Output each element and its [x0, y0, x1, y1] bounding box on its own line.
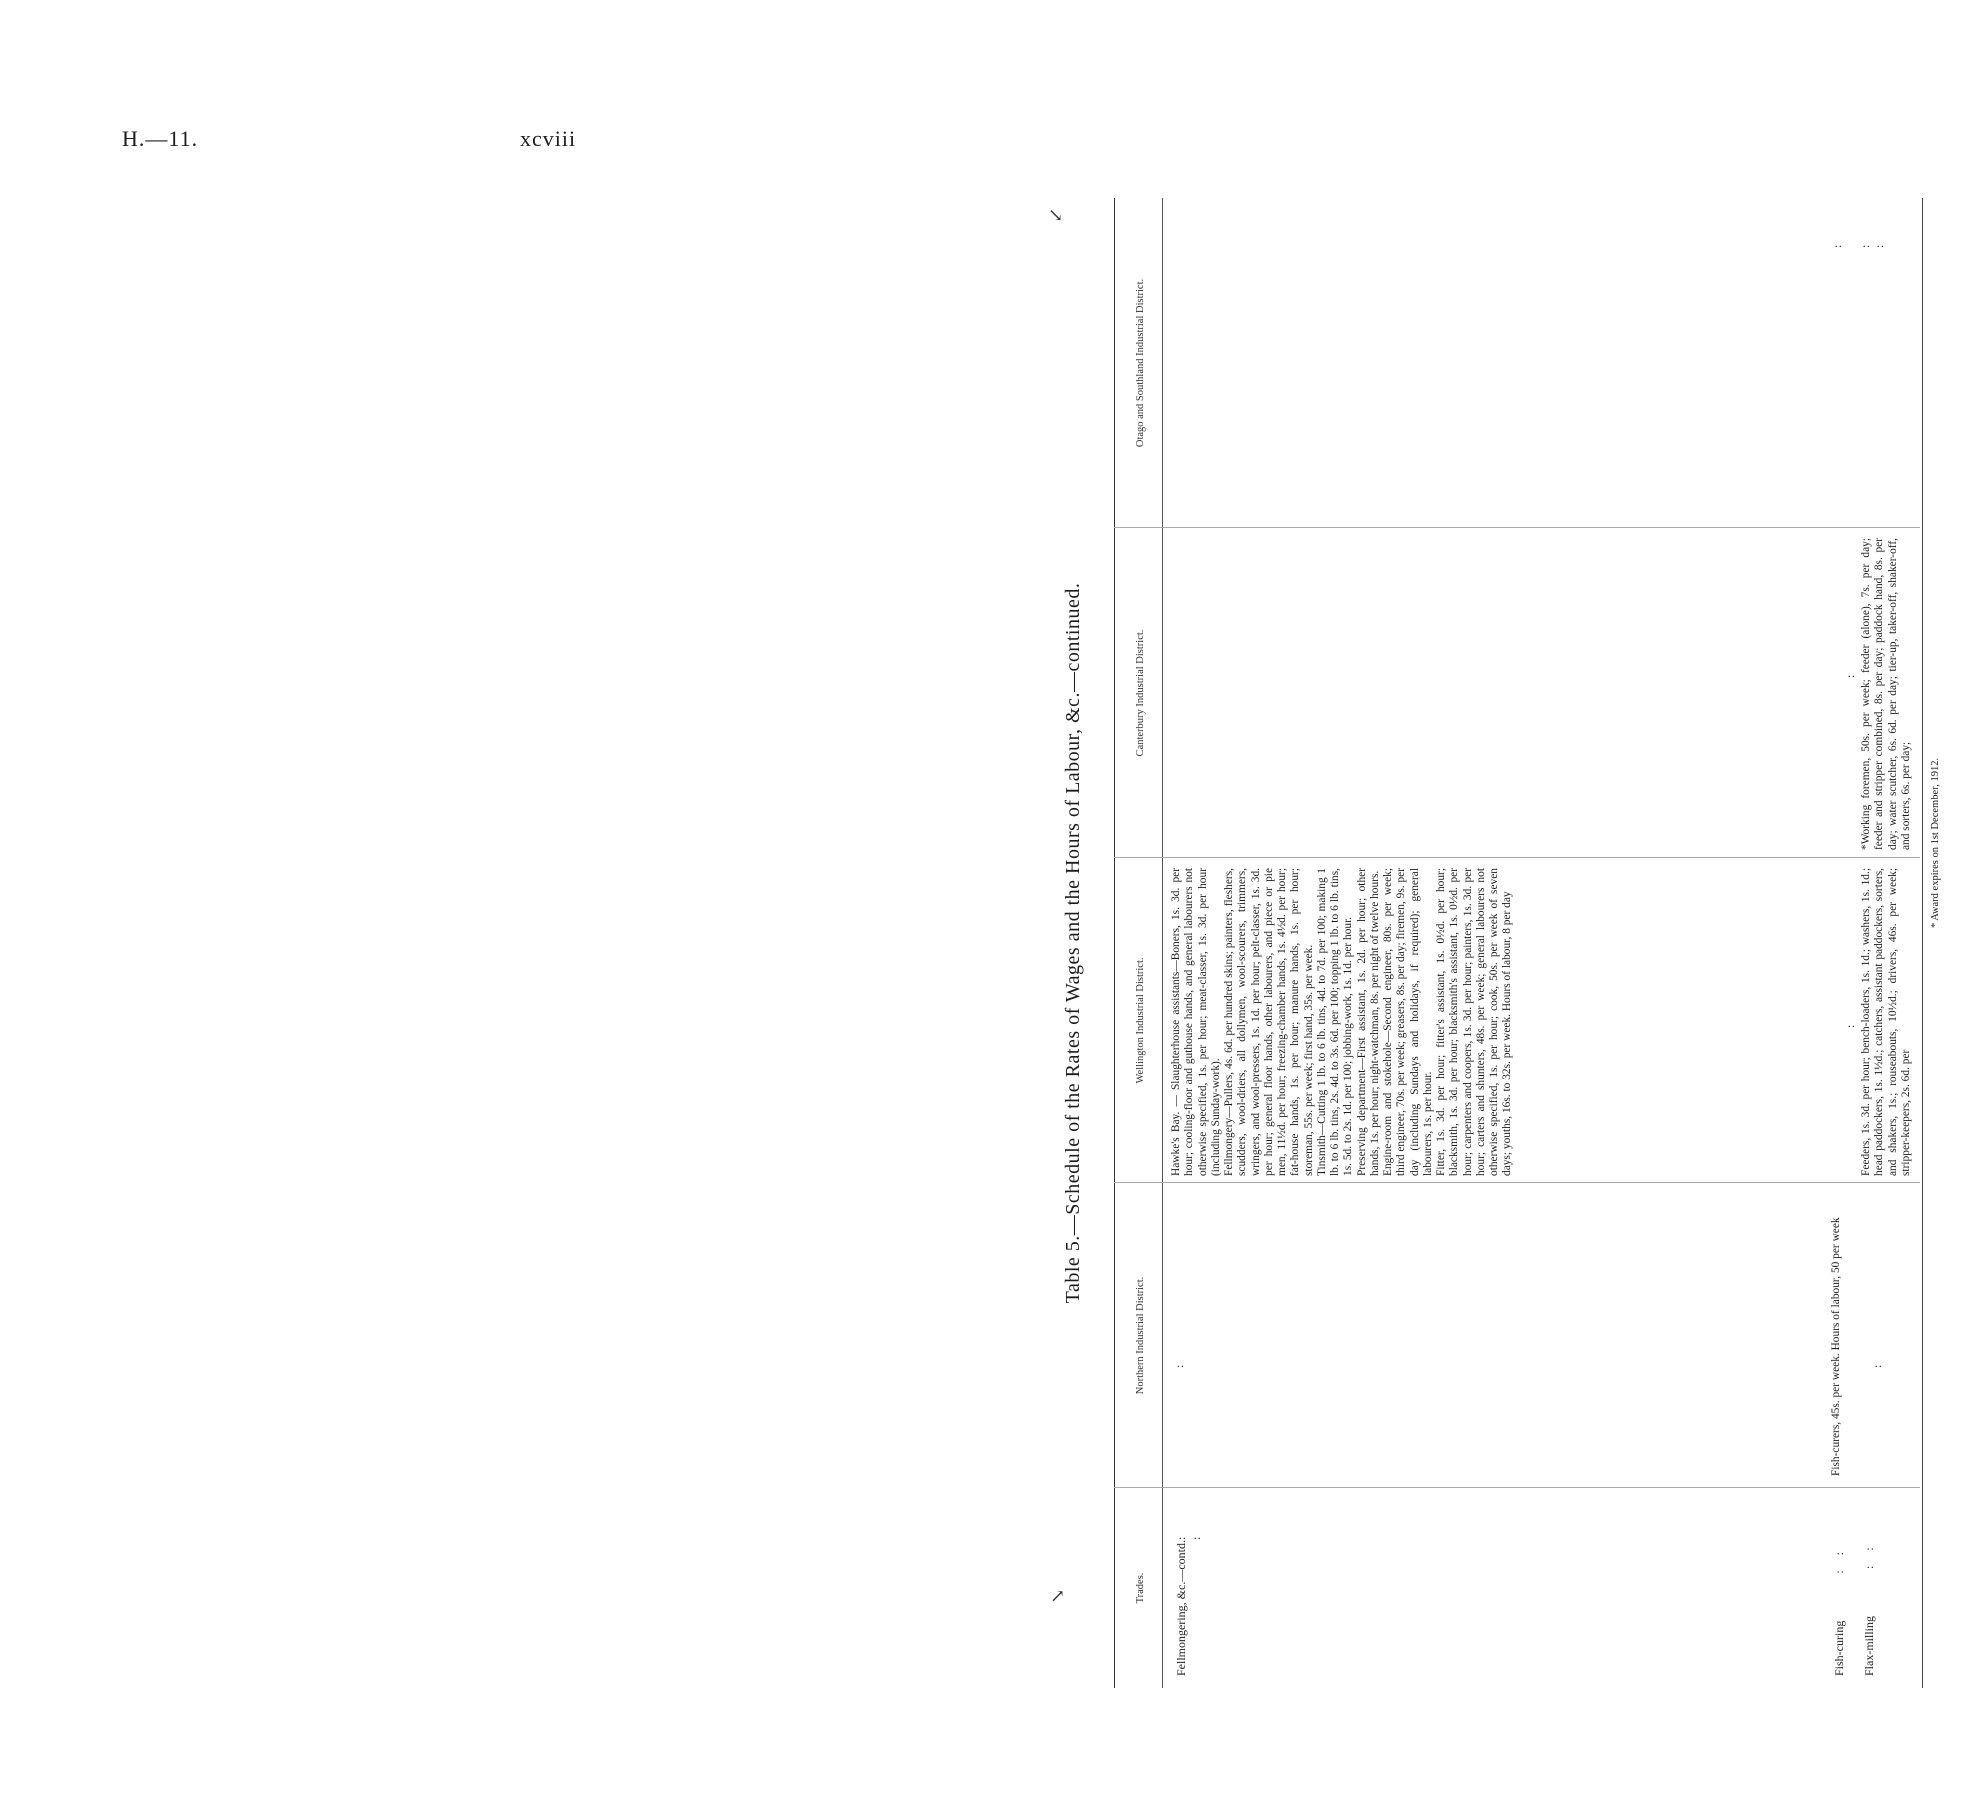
column-header-wellington: Wellington Industrial District.: [1134, 957, 1146, 1084]
cell-flax-milling-northern: :: [1870, 1358, 1884, 1368]
trade-fish-curing: Fish-curing : :: [1832, 1545, 1846, 1676]
wellington-fellmongery: Fellmongery—Pullers, 4s. 6d. per hundred skins; painters, fleshers, scudders, wool-driers, all dollymen, wool-scourers, trimmers, wringers, and wool-pressers, 1s. 1d. per hour; pelt-classer, 1s. 3d. per hour; general floor hands, other labourers, and piece or pie men, 11½d. per hour; freezing-chamber hands, 1s. 4½d. per hour; fat-house hands, 1s. per hour; manure hands, 1s. per hour; storeman, 55s. per week; first hand, 35s. per week.: [1223, 868, 1315, 1176]
column-header-northern: Northern Industrial District.: [1134, 1276, 1146, 1395]
cell-fish-curing-otago: :: [1858, 238, 1872, 248]
wellington-preserving: Preserving department—First assistant, 1s. 2d. per hour; other hands, 1s. per hour; night-watchman, 8s. per night of twelve hours.: [1355, 868, 1381, 1176]
cell-fish-curing-northern: Fish-curers, 45s. per week. Hours of labour, 50 per week: [1830, 1217, 1842, 1476]
column-divider: [1114, 857, 1920, 858]
page-number: xcviii: [520, 126, 577, 151]
stray-mark: ↗: [1050, 1586, 1066, 1606]
column-header-otago: Otago and Southland Industrial District.: [1134, 278, 1146, 448]
wellington-fitter: Fitter, 1s. 3d. per hour; fitter's assistant, 1s. 0½d. per hour; blacksmith, 1s. 3d. per hour; blacksmith's assistant, 1s. 0½d. per hour; carpenters and coopers, 1s. 3d. per hour; painters, 1s. 3d. per hour; carters and shunters, 48s. per week; general labourers not otherwise specified, 1s. per hour; cook, 50s. per week of seven days; youths, 16s. to 32s. per week. Hours of labour, 8 per day: [1435, 868, 1514, 1176]
page-id: H.—11.: [122, 126, 199, 151]
table-caption: Table 5.—Schedule of the Rates of Wages and the Hours of Labour, &c.—continued.: [1062, 582, 1084, 1304]
table-top-rule: [1114, 198, 1115, 1688]
cell-fellmongering-wellington: [1170, 868, 1515, 1176]
column-divider: [1114, 1487, 1920, 1488]
wellington-engine-room: Engine-room and stokehole—Second engineer, 80s. per week; third engineer, 70s. per week; greasers, 8s. per day; firemen, 9s. per day (including Sundays and holidays, if required); general labourers, 1s. per hour.: [1382, 868, 1434, 1176]
wellington-tinsmith: Tinsmith—Cutting 1 lb. to 6 lb. tins, 4d. to 7d. per 100; making 1 lb. to 6 lb. tins, 2s. 4d. to 3s. 6d. per 100; topping 1 lb. to 6 lb. tins, 1s. 5d. to 2s. 1d. per 100; jobbing-work, 1s. 1d. per hour.: [1315, 868, 1355, 1176]
column-header-trades: Trades.: [1134, 1572, 1146, 1604]
trade-fellmongering: Fellmongering, &c.—contd. : :: [1174, 1530, 1203, 1676]
header-rule: [1162, 198, 1163, 1688]
table-bottom-rule: [1922, 198, 1923, 1688]
wage-schedule-table: [1050, 198, 1970, 1688]
footnote: * Award expires on 1st December, 1912.: [1930, 757, 1941, 928]
column-divider: [1114, 1182, 1920, 1183]
cell-flax-milling-wellington: Feeders, 1s. 3d. per hour; bench-loaders, 1s. 1d.; washers, 1s. 1d.; head paddockers, 1s. 1½d.; catchers, assistant paddockers, sorters, and shakers, 1s.; rouseabouts, 10½d.; drivers, 46s. per week; stripper-keepers, 2s. 6d. per: [1860, 868, 1912, 1176]
trade-flax-milling: Flax-milling : :: [1862, 1541, 1876, 1676]
cell-fellmongering-otago: :: [1830, 238, 1844, 248]
wellington-hawkes-bay: Hawke's Bay. — Slaughterhouse assistants—Boners, 1s. 3d. per hour; cooling-floor and guthouse hands, and general labourers not otherwise specified, 1s. per hour; meat-classer, 1s. 3d. per hour (including Sunday-work).: [1170, 868, 1222, 1176]
cell-flax-milling-canterbury: *Working foremen, 50s. per week; feeder (alone), 7s. per day; feeder and stripper combined, 8s. per day; paddock hand, 8s. per day; water scutcher, 6s. 6d. per day; tier-up, taker-off, shaker-off, and sorters, 6s. per day;: [1860, 538, 1912, 850]
cell-flax-milling-otago: :: [1872, 238, 1886, 248]
column-header-canterbury: Canterbury Industrial District.: [1134, 629, 1146, 757]
stray-mark: ↘: [1048, 205, 1064, 225]
column-divider: [1114, 527, 1920, 528]
cell-fish-curing-wellington: :: [1843, 1018, 1857, 1028]
cell-fish-curing-canterbury: :: [1843, 668, 1857, 678]
cell-fellmongering-northern: :: [1172, 1358, 1186, 1368]
